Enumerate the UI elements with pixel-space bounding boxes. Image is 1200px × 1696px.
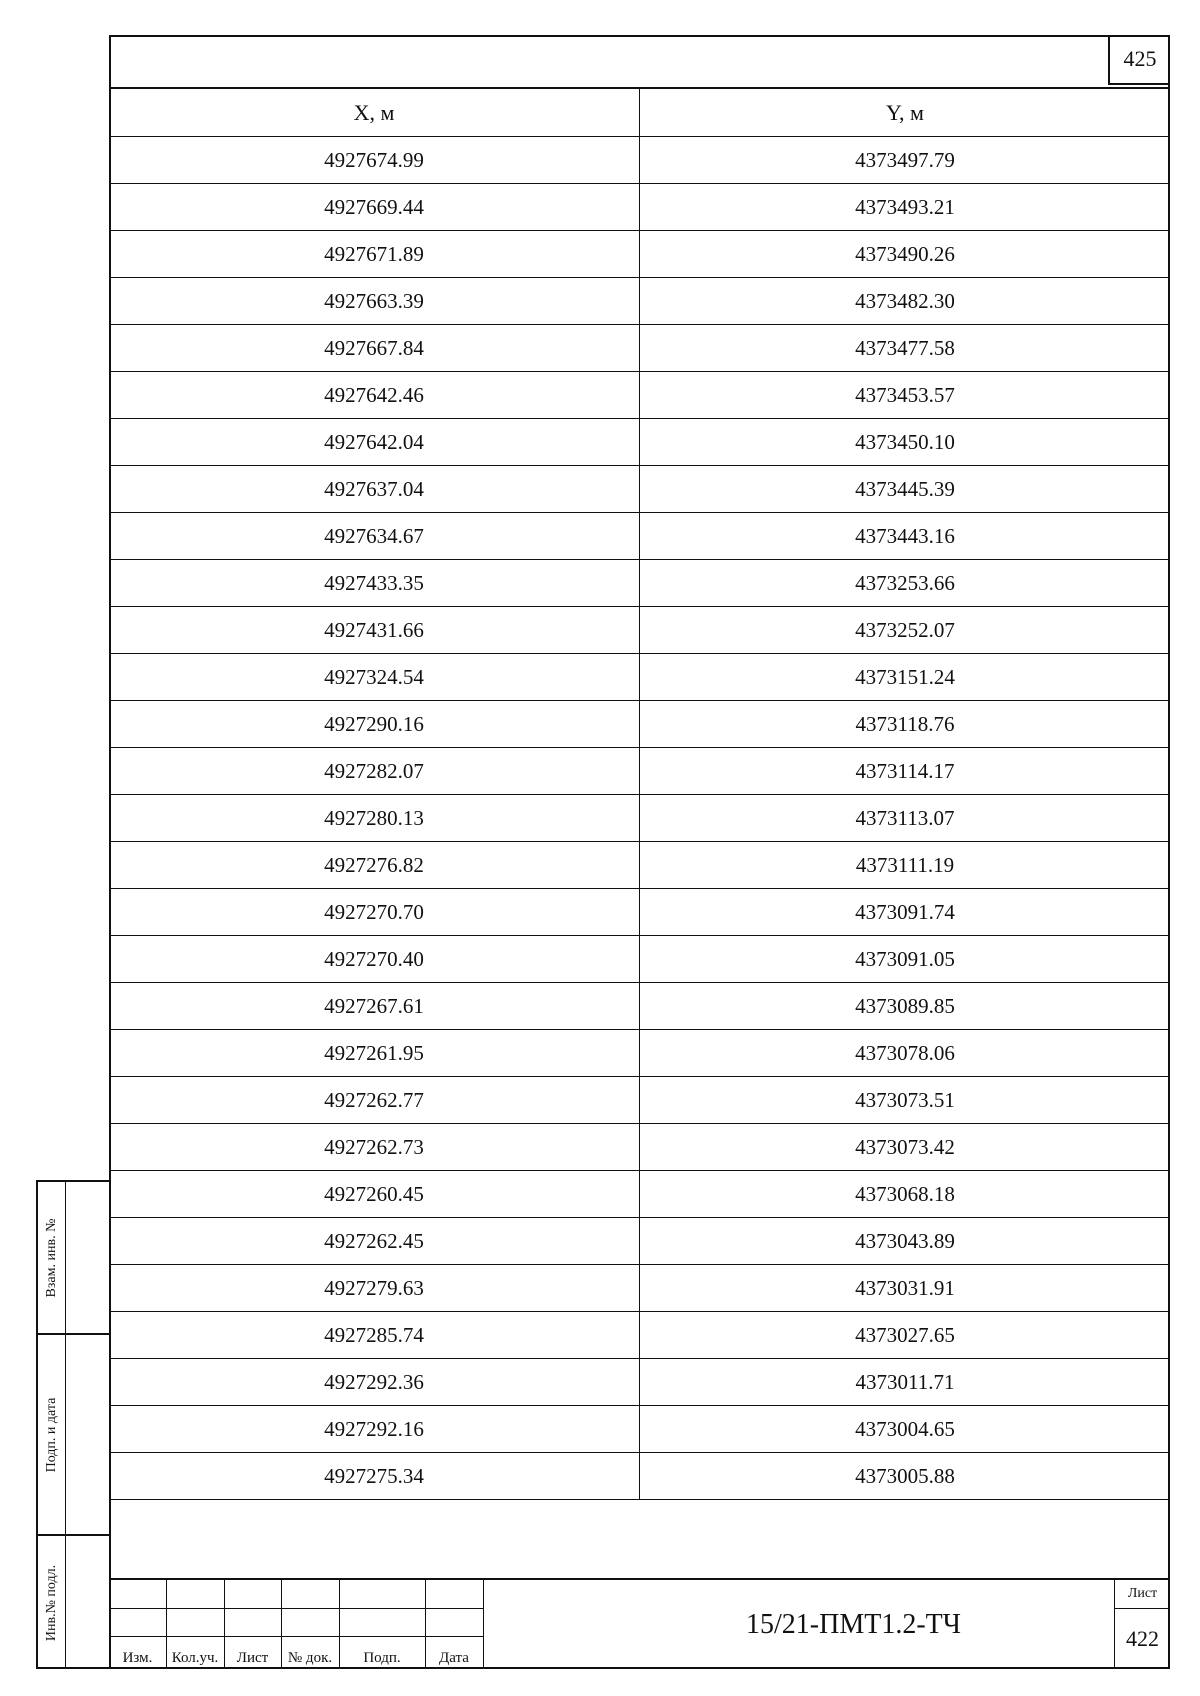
cell-x: 4927324.54 xyxy=(109,654,640,701)
binding-label-replacement-inv: Взам. инв. № xyxy=(43,1218,59,1297)
cell-y: 4373031.91 xyxy=(640,1265,1171,1312)
cell-y: 4373443.16 xyxy=(640,513,1171,560)
cell-x: 4927667.84 xyxy=(109,325,640,372)
cell-x: 4927292.36 xyxy=(109,1359,640,1406)
cell-x: 4927279.63 xyxy=(109,1265,640,1312)
table-row xyxy=(109,560,1170,607)
table-row xyxy=(109,1453,1170,1500)
cell-y: 4373091.05 xyxy=(640,936,1171,983)
cell-y: 4373118.76 xyxy=(640,701,1171,748)
table-row xyxy=(109,137,1170,184)
table-row xyxy=(109,513,1170,560)
title-col-sheet: Лист xyxy=(236,1650,269,1666)
cell-x: 4927262.77 xyxy=(109,1077,640,1124)
cell-x: 4927261.95 xyxy=(109,1030,640,1077)
cell-x: 4927663.39 xyxy=(109,278,640,325)
cell-y: 4373089.85 xyxy=(640,983,1171,1030)
table-row xyxy=(109,231,1170,278)
table-row xyxy=(109,936,1170,983)
table-row xyxy=(109,607,1170,654)
table-row xyxy=(109,372,1170,419)
title-col-change: Изм. xyxy=(122,1650,153,1666)
binding-label-signature-date: Подп. и дата xyxy=(43,1397,59,1472)
table-row xyxy=(109,701,1170,748)
table-row xyxy=(109,466,1170,513)
binding-row-original-inv xyxy=(38,1536,111,1669)
cell-x: 4927282.07 xyxy=(109,748,640,795)
cell-y: 4373004.65 xyxy=(640,1406,1171,1453)
table-row xyxy=(109,325,1170,372)
binding-label-original-inv: Инв.№ подл. xyxy=(43,1564,59,1641)
cell-y: 4373482.30 xyxy=(640,278,1171,325)
cell-y: 4373493.21 xyxy=(640,184,1171,231)
header-x: X, м xyxy=(109,88,640,137)
cell-x: 4927634.67 xyxy=(109,513,640,560)
cell-y: 4373113.07 xyxy=(640,795,1171,842)
cell-y: 4373078.06 xyxy=(640,1030,1171,1077)
table-row xyxy=(109,1077,1170,1124)
table-row xyxy=(109,1265,1170,1312)
cell-y: 4373453.57 xyxy=(640,372,1171,419)
cell-y: 4373445.39 xyxy=(640,466,1171,513)
table-row xyxy=(109,795,1170,842)
header-y: Y, м xyxy=(640,88,1171,137)
table-row xyxy=(109,889,1170,936)
cell-y: 4373253.66 xyxy=(640,560,1171,607)
coordinates-table xyxy=(109,87,1170,1500)
cell-x: 4927669.44 xyxy=(109,184,640,231)
sheet-cell xyxy=(1114,1580,1170,1669)
cell-x: 4927260.45 xyxy=(109,1171,640,1218)
cell-y: 4373073.51 xyxy=(640,1077,1171,1124)
cell-y: 4373005.88 xyxy=(640,1453,1171,1500)
table-row xyxy=(109,184,1170,231)
table-row xyxy=(109,1359,1170,1406)
cell-y: 4373043.89 xyxy=(640,1218,1171,1265)
cell-y: 4373252.07 xyxy=(640,607,1171,654)
cell-x: 4927674.99 xyxy=(109,137,640,184)
table-body xyxy=(109,137,1170,1500)
table-row xyxy=(109,1171,1170,1218)
cell-x: 4927285.74 xyxy=(109,1312,640,1359)
table-row xyxy=(109,1124,1170,1171)
cell-x: 4927270.70 xyxy=(109,889,640,936)
cell-y: 4373497.79 xyxy=(640,137,1171,184)
binding-strip xyxy=(36,1180,109,1669)
table-row xyxy=(109,983,1170,1030)
document-code: 15/21-ПМТ1.2-ТЧ xyxy=(746,1608,961,1640)
table-row xyxy=(109,1406,1170,1453)
cell-y: 4373091.74 xyxy=(640,889,1171,936)
cell-y: 4373011.71 xyxy=(640,1359,1171,1406)
cell-x: 4927267.61 xyxy=(109,983,640,1030)
table-row xyxy=(109,748,1170,795)
title-col-doc-no: № док. xyxy=(287,1650,333,1666)
cell-x: 4927262.73 xyxy=(109,1124,640,1171)
title-col-count: Кол.уч. xyxy=(171,1650,219,1666)
cell-y: 4373068.18 xyxy=(640,1171,1171,1218)
table-row xyxy=(109,419,1170,466)
sheet-number: 422 xyxy=(1126,1625,1159,1651)
cell-x: 4927433.35 xyxy=(109,560,640,607)
cell-y: 4373490.26 xyxy=(640,231,1171,278)
cell-y: 4373114.17 xyxy=(640,748,1171,795)
cell-y: 4373111.19 xyxy=(640,842,1171,889)
cell-x: 4927280.13 xyxy=(109,795,640,842)
binding-row-signature-date xyxy=(38,1335,111,1536)
cell-x: 4927275.34 xyxy=(109,1453,640,1500)
page-number: 425 xyxy=(1108,35,1170,85)
table-row xyxy=(109,278,1170,325)
cell-x: 4927262.45 xyxy=(109,1218,640,1265)
cell-x: 4927270.40 xyxy=(109,936,640,983)
table-row xyxy=(109,1312,1170,1359)
title-col-signature: Подп. xyxy=(363,1650,401,1666)
cell-y: 4373477.58 xyxy=(640,325,1171,372)
cell-x: 4927671.89 xyxy=(109,231,640,278)
cell-y: 4373027.65 xyxy=(640,1312,1171,1359)
cell-x: 4927637.04 xyxy=(109,466,640,513)
table-row xyxy=(109,1030,1170,1077)
title-block xyxy=(109,1578,1170,1669)
title-col-date: Дата xyxy=(439,1650,469,1666)
binding-row-replacement-inv xyxy=(38,1182,111,1335)
cell-y: 4373450.10 xyxy=(640,419,1171,466)
cell-x: 4927642.46 xyxy=(109,372,640,419)
cell-x: 4927276.82 xyxy=(109,842,640,889)
cell-x: 4927642.04 xyxy=(109,419,640,466)
table-row xyxy=(109,842,1170,889)
sheet-label: Лист xyxy=(1115,1580,1170,1609)
table-header-row xyxy=(109,88,1170,137)
table-row xyxy=(109,1218,1170,1265)
cell-x: 4927431.66 xyxy=(109,607,640,654)
cell-x: 4927292.16 xyxy=(109,1406,640,1453)
table-row xyxy=(109,654,1170,701)
cell-x: 4927290.16 xyxy=(109,701,640,748)
cell-y: 4373151.24 xyxy=(640,654,1171,701)
cell-y: 4373073.42 xyxy=(640,1124,1171,1171)
